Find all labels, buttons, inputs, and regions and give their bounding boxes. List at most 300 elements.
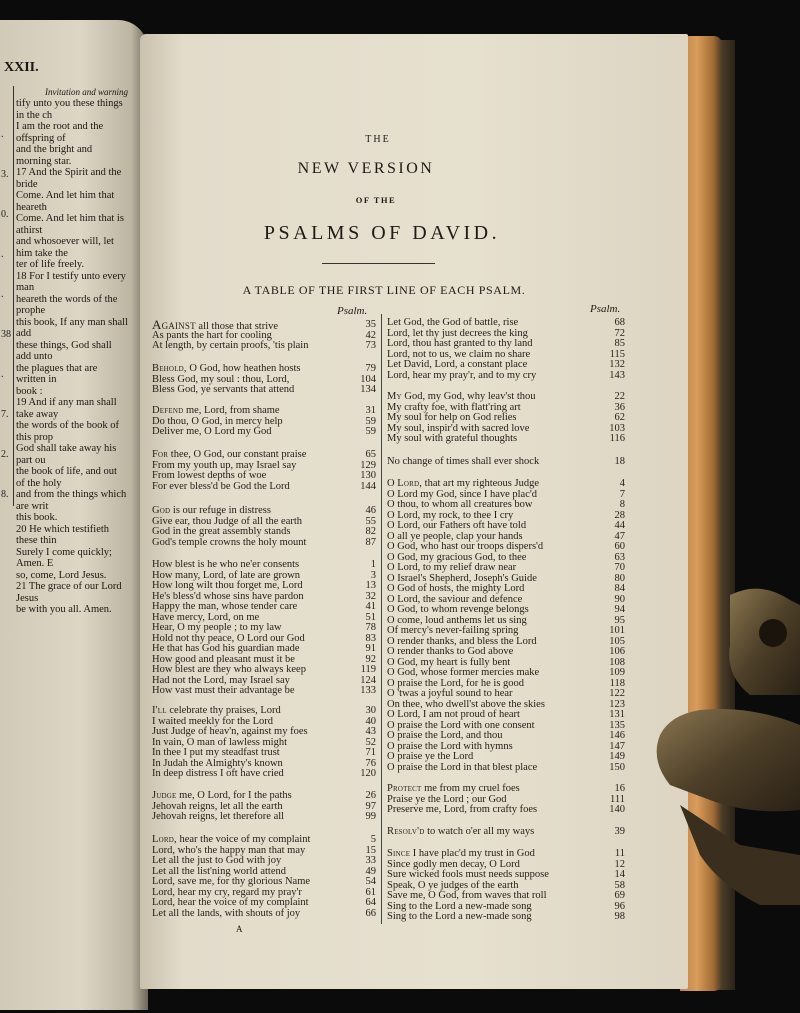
- psalm-number: 32: [365, 590, 376, 602]
- first-line-text: In vain, O man of lawless might: [152, 736, 288, 748]
- first-line-lead-word: Since: [387, 848, 411, 859]
- left-page-line: Come. And let him that is athirst: [16, 213, 124, 236]
- first-line: [387, 827, 534, 838]
- psalm-number: 109: [609, 667, 625, 678]
- first-line-lead-word: Resolv'd: [387, 826, 425, 837]
- first-line-text: My soul, inspir'd with sacred love: [387, 422, 530, 434]
- psalm-number: 64: [365, 897, 376, 908]
- psalm-number: 105: [609, 635, 625, 647]
- first-line-text: to watch o'er all my ways: [424, 826, 535, 837]
- index-entry: [387, 827, 625, 838]
- margin-number: .: [1, 289, 4, 300]
- first-line: [387, 912, 532, 923]
- left-page-line: Come. And let him that heareth: [16, 190, 115, 213]
- first-line-text: O 'twas a joyful sound to hear: [387, 688, 513, 699]
- psalm-number: 144: [360, 480, 376, 492]
- index-entry: [387, 912, 625, 923]
- first-line-text: O God of hosts, the mighty Lord: [387, 583, 525, 594]
- psalm-number: 149: [609, 751, 625, 762]
- index-group: [152, 406, 376, 438]
- first-line-text: From my youth up, may Israel say: [152, 459, 297, 471]
- first-line: [152, 385, 294, 396]
- index-group: [387, 318, 625, 381]
- first-line-text: Give ear, thou Judge of all the earth: [152, 515, 303, 527]
- first-line-text: Let God, the God of battle, rise: [387, 317, 519, 328]
- index-entry: [152, 341, 376, 352]
- psalm-number: 124: [360, 674, 376, 686]
- psalm-number: 54: [365, 876, 376, 887]
- first-line-text: Let all the lands, with shouts of joy: [152, 907, 301, 919]
- psalm-number: 46: [365, 505, 376, 516]
- index-group: [152, 706, 376, 780]
- first-line-text: He that has God his guardian made: [152, 643, 300, 654]
- first-line-text: God in the great assembly stands: [152, 526, 291, 537]
- table-heading: A TABLE OF THE FIRST LINE OF EACH PSALM.: [242, 283, 526, 297]
- brass-clasp: [640, 585, 800, 915]
- psalm-number: 60: [614, 541, 625, 552]
- first-line-text: O Lord, our Fathers oft have told: [387, 520, 527, 531]
- first-line-text: In thee I put my steadfast trust: [152, 747, 280, 758]
- left-page-line: Surely I come quickly; Amen. E: [16, 546, 112, 569]
- first-line-text: O God, whose former mercies make: [387, 667, 540, 678]
- margin-number: 3.: [1, 169, 9, 180]
- psalm-number: 103: [609, 422, 625, 434]
- psalm-number: 83: [365, 632, 376, 644]
- index-group: [152, 506, 376, 548]
- first-line-text: Sing to the Lord a new-made song: [387, 900, 532, 912]
- index-entry: [152, 812, 376, 823]
- psalm-number: 4: [619, 478, 625, 489]
- left-page-line: and from the things which are writ: [16, 489, 127, 512]
- psalm-number: 79: [365, 363, 376, 374]
- first-line-text: Since godly men decay, O Lord: [387, 858, 520, 870]
- margin-number: 0.: [1, 209, 9, 220]
- first-line: [387, 763, 537, 774]
- psalm-number: 1: [370, 559, 376, 570]
- psalm-number: 30: [365, 705, 376, 716]
- psalm-number: 49: [365, 865, 376, 877]
- psalm-number: 96: [614, 900, 625, 912]
- first-line-text: Lord, who's the happy man that may: [152, 844, 306, 856]
- psalm-number: 31: [365, 405, 376, 416]
- first-line-text: O Lord my God, since I have plac'd: [387, 488, 538, 500]
- index-entry: [152, 385, 376, 396]
- psalm-number: 66: [365, 907, 376, 919]
- psalm-number: 55: [365, 515, 376, 527]
- psalm-number: 87: [365, 536, 376, 548]
- psalm-number: 65: [365, 449, 376, 460]
- left-page-line: 17 And the Spirit and the bride: [16, 167, 122, 190]
- first-line-text: me, O Lord, for I the paths: [176, 790, 292, 801]
- first-line-text: O Lord, my rock, to thee I cry: [387, 509, 514, 521]
- psalm-number: 28: [614, 509, 625, 521]
- first-line-lead-word: Lord,: [152, 834, 177, 845]
- index-group: [387, 479, 625, 773]
- left-page-line: this book.: [16, 512, 58, 523]
- index-entry: [152, 769, 376, 780]
- psalm-number: 15: [365, 844, 376, 856]
- first-line-text: all those that strive: [195, 321, 279, 332]
- first-line-lead-word: My: [387, 391, 402, 402]
- psalm-number: 39: [614, 826, 625, 837]
- index-entry: [152, 909, 376, 920]
- psalm-number: 22: [614, 391, 625, 402]
- psalm-number: 26: [365, 790, 376, 801]
- index-entry: [152, 686, 376, 697]
- index-entry: [387, 371, 625, 382]
- first-line-text: Lord, let thy just decrees the king: [387, 327, 528, 339]
- first-line-text: I waited meekly for the Lord: [152, 715, 273, 727]
- psalm-number: 91: [365, 643, 376, 654]
- first-line-text: O God, my gracious God, to thee: [387, 551, 527, 563]
- first-line-text: Do thou, O God, in mercy help: [152, 415, 283, 427]
- left-page-line: God shall take away his part ou: [16, 443, 117, 466]
- first-line-text: In deep distress I oft have cried: [152, 768, 284, 779]
- left-page-line: 20 He which testifieth these thin: [16, 523, 110, 546]
- first-line-text: My soul with grateful thoughts: [387, 433, 518, 444]
- title-of-the: OF THE: [355, 195, 397, 205]
- first-line-text: O render thanks to God above: [387, 646, 514, 657]
- margin-number: 2.: [1, 449, 9, 460]
- first-line-lead-word: God: [152, 505, 171, 516]
- first-line: [387, 805, 537, 816]
- first-line-text: O God, who hast our troops dispers'd: [387, 541, 544, 552]
- first-line-text: I have plac'd my trust in God: [410, 848, 535, 859]
- psalm-number: 73: [365, 340, 376, 351]
- column-rule: [13, 86, 14, 506]
- first-line-text: My crafty foe, with flatt'ring art: [387, 401, 521, 413]
- psalm-number: 98: [614, 911, 625, 922]
- psalm-number: 135: [609, 719, 625, 731]
- first-line: [152, 812, 284, 823]
- first-line-text: O God, to whom revenge belongs: [387, 604, 529, 615]
- first-line-text: Preserve me, Lord, from crafty foes: [387, 804, 538, 815]
- first-line-text: At length, by certain proofs, 'tis plain: [152, 340, 309, 351]
- first-line-lead-word: Lord,: [397, 478, 423, 489]
- psalm-number: 12: [614, 858, 625, 870]
- column-divider: [381, 314, 382, 924]
- first-line-text: On thee, who dwell'st above the skies: [387, 698, 545, 710]
- psalm-number: 119: [360, 664, 376, 675]
- first-line-text: celebrate thy praises, Lord: [166, 705, 281, 716]
- index-group: [152, 317, 376, 352]
- first-line-text: Hold not thy peace, O Lord our God: [152, 632, 305, 644]
- first-line: [152, 686, 295, 697]
- psalm-number: 85: [614, 338, 625, 349]
- left-page-line: and whosoever will, let him take the: [16, 236, 114, 259]
- first-line-text: Lord, save me, for thy glorious Name: [152, 876, 311, 887]
- psalm-number: 104: [360, 373, 376, 385]
- first-line-text: Lord, hear my pray'r, and to my cry: [387, 369, 537, 381]
- psalm-number: 36: [614, 401, 625, 413]
- first-line-text: O all ye people, clap your hands: [387, 530, 523, 542]
- first-line-text: How blest are they who always keep: [152, 664, 306, 675]
- first-line-lead-word: Protect: [387, 783, 422, 794]
- psalm-number: 72: [614, 327, 625, 339]
- first-line-text: Sing to the Lord a new-made song: [387, 911, 532, 922]
- psalm-number: 35: [365, 319, 376, 330]
- first-line-text: me, Lord, from shame: [183, 405, 280, 416]
- first-line-text: Let David, Lord, a constant place: [387, 359, 528, 370]
- first-line: [152, 909, 300, 920]
- first-line-text: O Lord, to my relief draw near: [387, 562, 517, 573]
- psalm-number: 44: [614, 520, 625, 531]
- margin-number: .: [1, 249, 4, 260]
- psalm-number: 63: [614, 551, 625, 563]
- psalm-number: 118: [609, 677, 625, 689]
- psalm-number: 133: [360, 685, 376, 696]
- first-line-text: How vast must their advantage be: [152, 685, 295, 696]
- index-entry: [387, 434, 625, 445]
- first-line-text: Happy the man, whose tender care: [152, 601, 298, 612]
- first-line-lead-word: I'll: [152, 705, 167, 716]
- chapter-number: XXII.: [4, 60, 39, 75]
- psalm-number: 43: [365, 726, 376, 737]
- first-line-text: Jehovah reigns, let all the earth: [152, 800, 283, 812]
- index-entry: [152, 482, 376, 493]
- first-line-text: Bless God, ye servants that attend: [152, 384, 295, 395]
- psalm-number: 41: [365, 601, 376, 612]
- first-line-text: O praise the Lord with hymns: [387, 740, 513, 752]
- psalm-number: 129: [360, 459, 376, 471]
- psalm-number: 51: [365, 611, 376, 623]
- running-head: Invitation and warning: [45, 87, 128, 97]
- index-group: [152, 560, 376, 697]
- psalm-number: 78: [365, 622, 376, 633]
- left-page-line: be with you all. Amen.: [16, 604, 112, 615]
- psalm-number: 92: [365, 653, 376, 665]
- first-line: [152, 538, 306, 549]
- psalm-number: 101: [609, 625, 625, 636]
- first-line-text: O God, my heart is fully bent: [387, 656, 511, 668]
- first-line-lead-word: Against: [152, 317, 196, 332]
- first-line-text: Praise ye the Lord ; our God: [387, 793, 507, 805]
- first-line-text: Of mercy's never-failing spring: [387, 625, 519, 636]
- psalm-number: 84: [614, 583, 625, 594]
- left-page-line: book :: [16, 385, 43, 397]
- psalm-number: 97: [365, 800, 376, 812]
- left-page-line: so, come, Lord Jesus.: [16, 569, 107, 581]
- psalm-number: 111: [610, 793, 625, 805]
- psalm-number: 61: [365, 886, 376, 898]
- first-line-text: O render thanks, and bless the Lord: [387, 635, 537, 647]
- first-line-text: Had not the Lord, may Israel say: [152, 674, 290, 686]
- left-page-line: and the bright and morning star.: [16, 144, 93, 167]
- title-rule: [322, 263, 435, 264]
- first-line-text: is our refuge in distress: [170, 505, 271, 516]
- first-line-lead-word: Defend: [152, 405, 184, 416]
- first-line: [152, 482, 290, 493]
- first-line-text: that art my righteous Judge: [422, 478, 539, 489]
- left-page-text: [16, 86, 128, 616]
- first-line: [152, 769, 284, 780]
- margin-number: .: [1, 129, 4, 140]
- title-psalms-of-david: PSALMS OF DAVID.: [263, 222, 501, 244]
- first-line-text: My soul for help on God relies: [387, 412, 517, 423]
- first-line-text: As pants the hart for cooling: [152, 329, 272, 341]
- first-line-text: O God, how heathen hosts: [186, 363, 301, 374]
- first-line-lead-word: For: [152, 449, 169, 460]
- first-line-text: Just Judge of heav'n, against my foes: [152, 726, 308, 737]
- first-line-lead-word: Behold,: [152, 363, 187, 374]
- first-line-text: For ever bless'd be God the Lord: [152, 480, 290, 492]
- psalm-number: 59: [365, 415, 376, 427]
- first-line-text: Lord, hear my cry, regard my pray'r: [152, 886, 302, 898]
- index-entry: [152, 538, 376, 549]
- psalm-number: 8: [619, 499, 625, 510]
- psalm-number: 108: [609, 656, 625, 668]
- first-line-text: How blest is he who ne'er consents: [152, 559, 300, 570]
- first-line: [152, 427, 272, 438]
- psalm-number: 116: [609, 433, 625, 444]
- first-line-text: O praise the Lord with one consent: [387, 719, 535, 731]
- psalm-number: 62: [614, 412, 625, 423]
- right-page: [140, 34, 688, 989]
- psalm-number: 143: [609, 369, 625, 381]
- first-line: [387, 457, 539, 468]
- psalm-number: 11: [614, 848, 625, 859]
- psalm-number: 122: [609, 688, 625, 699]
- psalm-number: 131: [609, 709, 625, 720]
- first-line-text: How good and pleasant must it be: [152, 653, 295, 665]
- index-group: [152, 791, 376, 823]
- first-line-text: From lowest depths of woe: [152, 470, 267, 481]
- first-line-text: Lord, thou hast granted to thy land: [387, 338, 533, 349]
- psalm-number: 58: [614, 879, 625, 891]
- left-page-line: the words of the book of this prop: [16, 420, 119, 443]
- first-line-text: How long wilt thou forget me, Lord: [152, 580, 303, 591]
- first-line-text: O praise the Lord in that blest place: [387, 761, 538, 773]
- psalm-number: 130: [360, 470, 376, 481]
- first-line-text: He's bless'd whose sins have pardon: [152, 590, 304, 602]
- psalm-number: 40: [365, 715, 376, 727]
- index-entry: [387, 763, 625, 774]
- first-line-text: O Lord, the saviour and defence: [387, 593, 523, 605]
- psalm-number: 90: [614, 593, 625, 605]
- first-line-text: hear the voice of my complaint: [176, 834, 311, 845]
- first-line-lead-word: Judge: [152, 790, 177, 801]
- psalm-number: 70: [614, 562, 625, 573]
- first-line: [387, 371, 536, 382]
- index-group: [387, 457, 625, 468]
- left-page-line: 19 And if any man shall take away: [16, 397, 117, 420]
- first-line: [387, 434, 517, 445]
- psalm-number: 150: [609, 761, 625, 773]
- psalm-column-header-right: Psalm.: [590, 303, 621, 315]
- psalm-number: 18: [614, 456, 625, 467]
- first-line-text: Deliver me, O Lord my God: [152, 426, 272, 437]
- index-entry: [152, 427, 376, 438]
- psalm-number: 52: [365, 736, 376, 748]
- first-line-text: Hear, O my people ; to my law: [152, 622, 282, 633]
- psalm-number: 147: [609, 740, 625, 752]
- psalm-number: 47: [614, 530, 625, 542]
- psalm-number: 5: [370, 834, 376, 845]
- first-line-text: In Judah the Almighty's known: [152, 757, 283, 769]
- first-line-text: No change of times shall ever shock: [387, 456, 540, 467]
- index-group: [152, 364, 376, 396]
- first-line-text: O Israel's Shepherd, Joseph's Guide: [387, 572, 537, 584]
- psalm-number: 120: [360, 768, 376, 779]
- psalm-number: 132: [609, 359, 625, 370]
- left-page-line: tify unto you these things in the ch: [16, 98, 123, 121]
- signature-mark: A: [236, 924, 243, 934]
- title-new-version: NEW VERSION: [297, 160, 435, 177]
- index-entry: [387, 805, 625, 816]
- psalm-number: 14: [614, 869, 625, 880]
- psalm-number: 71: [365, 747, 376, 758]
- psalm-column-header-left: Psalm.: [337, 305, 368, 317]
- first-line-text: O thou, to whom all creatures bow: [387, 499, 533, 510]
- first-line-text: Speak, O ye judges of the earth: [387, 879, 519, 891]
- first-line-text: O Lord, I am not proud of heart: [387, 709, 520, 720]
- first-line-text: God's temple crowns the holy mount: [152, 536, 307, 548]
- margin-numbers: [1, 115, 12, 515]
- first-line-text: Let all the list'ning world attend: [152, 865, 286, 877]
- first-line-text: Sure wicked fools must needs suppose: [387, 869, 549, 880]
- psalm-number: 3: [370, 569, 376, 581]
- first-line-text: God, my God, why leav'st thou: [401, 391, 536, 402]
- first-line-text: Bless God, my soul : thou, Lord,: [152, 373, 290, 385]
- first-line-text: O praise the Lord, for he is good: [387, 677, 525, 689]
- psalm-number: 106: [609, 646, 625, 657]
- left-page-line: 21 The grace of our Lord Jesus: [16, 581, 122, 604]
- index-group: [387, 827, 625, 838]
- psalm-number: 33: [365, 855, 376, 866]
- index-group: [387, 784, 625, 816]
- psalm-number: 42: [365, 329, 376, 341]
- left-page-line: the plagues that are written in: [16, 362, 98, 385]
- left-page-line: 18 For I testify unto every man: [16, 270, 126, 293]
- left-page-line: heareth the words of the prophe: [16, 293, 118, 316]
- psalm-number: 95: [614, 614, 625, 626]
- first-line-text: thee, O God, our constant praise: [168, 449, 307, 460]
- psalm-number: 68: [614, 317, 625, 328]
- left-page-line: ter of life freely.: [16, 259, 85, 270]
- first-line-text: O: [387, 478, 398, 489]
- index-entry: [387, 457, 625, 468]
- left-page: [0, 20, 148, 1010]
- psalm-number: 69: [614, 890, 625, 901]
- psalm-number: 7: [619, 488, 625, 500]
- margin-number: 8.: [1, 489, 9, 500]
- margin-number: 7.: [1, 409, 9, 420]
- psalm-number: 115: [609, 348, 625, 360]
- margin-number: .: [1, 369, 4, 380]
- psalm-number: 82: [365, 526, 376, 537]
- first-line-text: Lord, hear the voice of my complaint: [152, 897, 309, 908]
- left-page-line: I am the root and the offspring of: [16, 121, 104, 144]
- index-group: [152, 835, 376, 919]
- first-line-text: Have mercy, Lord, on me: [152, 611, 260, 623]
- psalm-number: 123: [609, 698, 625, 710]
- psalm-number: 99: [365, 811, 376, 822]
- first-line-text: Jehovah reigns, let therefore all: [152, 811, 285, 822]
- left-page-line: the book of life, and out of the holy: [16, 466, 117, 489]
- psalm-number: 134: [360, 384, 376, 395]
- left-page-line: these things, God shall add unto: [16, 339, 112, 362]
- psalm-number: 94: [614, 604, 625, 615]
- psalm-number: 80: [614, 572, 625, 584]
- first-line: [152, 341, 308, 352]
- first-line-text: How many, Lord, of late are grown: [152, 569, 301, 581]
- first-line-text: Save me, O God, from waves that roll: [387, 890, 547, 901]
- psalm-number: 140: [609, 804, 625, 815]
- psalm-number: 76: [365, 757, 376, 769]
- first-line-text: O praise the Lord, and thou: [387, 730, 503, 741]
- psalm-number: 13: [365, 580, 376, 591]
- first-line-text: me from my cruel foes: [421, 783, 520, 794]
